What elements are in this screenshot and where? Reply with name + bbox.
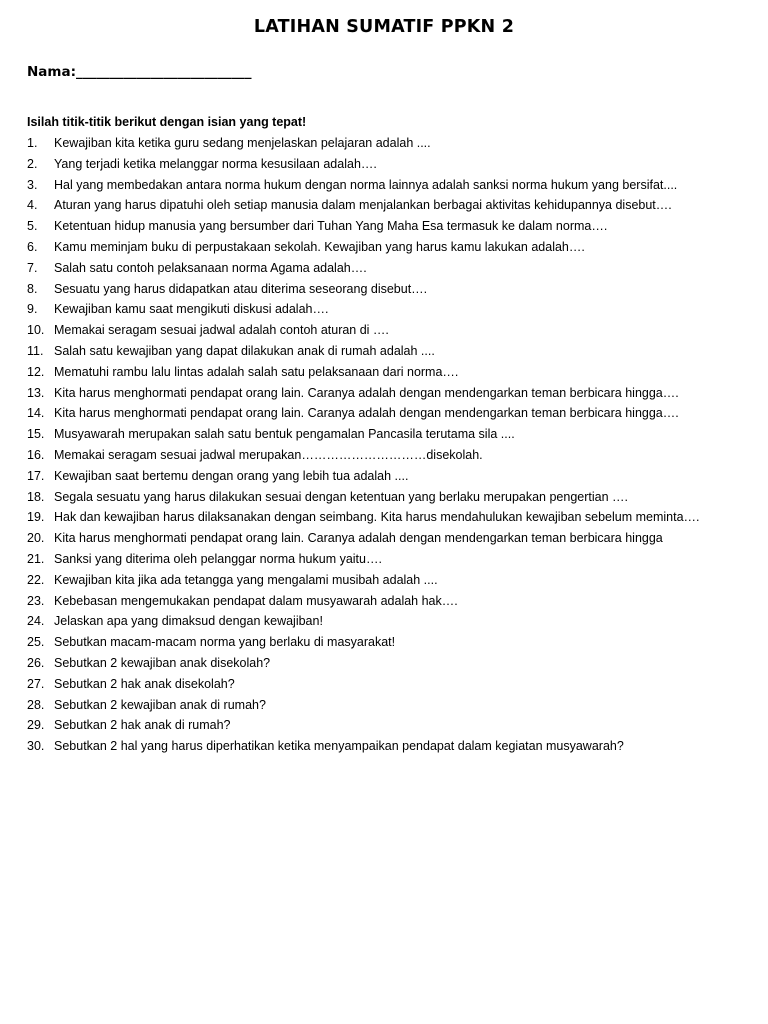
- question-number: 4.: [27, 198, 38, 213]
- question-item: [27, 611, 733, 632]
- page-title: LATIHAN SUMATIF PPKN 2: [253, 17, 515, 37]
- question-text: Hak dan kewajiban harus dilaksanakan dengan seimbang. Kita harus mendahulukan kewajiban sebelum meminta….: [54, 510, 700, 525]
- question-number: 23.: [27, 593, 45, 608]
- question-item: [27, 549, 733, 570]
- question-number: 13.: [27, 385, 45, 400]
- question-item: [27, 195, 733, 216]
- question-item: [27, 487, 733, 508]
- question-text: Kewajiban kamu saat mengikuti diskusi adalah….: [54, 302, 329, 317]
- question-item: [27, 695, 733, 716]
- question-text: Yang terjadi ketika melanggar norma kesusilaan adalah….: [54, 156, 377, 171]
- question-number: 15.: [27, 427, 45, 442]
- question-number: 10.: [27, 323, 45, 338]
- name-label: Nama:: [27, 64, 76, 80]
- question-number: 16.: [27, 447, 45, 462]
- question-number: 22.: [27, 572, 45, 587]
- question-item: [27, 362, 733, 383]
- question-item: [27, 175, 733, 196]
- question-number: 21.: [27, 551, 45, 566]
- question-item: [27, 154, 733, 175]
- question-text: Kita harus menghormati pendapat orang lain. Caranya adalah dengan mendengarkan teman berbicara hingga….: [54, 385, 679, 400]
- question-text: Kamu meminjam buku di perpustakaan sekolah. Kewajiban yang harus kamu lakukan adalah….: [54, 239, 585, 254]
- question-text: Sebutkan 2 kewajiban anak di rumah?: [54, 697, 266, 712]
- question-text: Salah satu kewajiban yang dapat dilakukan anak di rumah adalah ....: [54, 343, 435, 358]
- question-text: Sesuatu yang harus didapatkan atau diterima seseorang disebut….: [54, 281, 428, 296]
- question-number: 6.: [27, 239, 38, 254]
- question-number: 5.: [27, 219, 38, 234]
- question-item: [27, 237, 733, 258]
- question-item: [27, 528, 733, 549]
- question-item: [27, 591, 733, 612]
- question-text: Aturan yang harus dipatuhi oleh setiap manusia dalam menjalankan berbagai aktivitas kehidupannya disebut….: [54, 198, 672, 213]
- question-text: Kebebasan mengemukakan pendapat dalam musyawarah adalah hak….: [54, 593, 458, 608]
- question-number: 30.: [27, 739, 45, 754]
- question-number: 11.: [27, 343, 44, 358]
- question-number: 9.: [27, 302, 38, 317]
- question-text: Jelaskan apa yang dimaksud dengan kewajiban!: [54, 614, 323, 629]
- question-number: 27.: [27, 676, 45, 691]
- question-number: 12.: [27, 364, 45, 379]
- question-item: [27, 445, 733, 466]
- question-number: 28.: [27, 697, 45, 712]
- question-number: 3.: [27, 177, 38, 192]
- name-field-line: [27, 64, 251, 80]
- question-number: 14.: [27, 406, 45, 421]
- question-text: Musyawarah merupakan salah satu bentuk pengamalan Pancasila terutama sila ....: [54, 427, 515, 442]
- question-text: Kewajiban kita jika ada tetangga yang mengalami musibah adalah ....: [54, 572, 438, 587]
- question-text: Kita harus menghormati pendapat orang lain. Caranya adalah dengan mendengarkan teman berbicara hingga….: [54, 406, 679, 421]
- question-text: Sebutkan macam-macam norma yang berlaku di masyarakat!: [54, 635, 396, 650]
- question-text: Kita harus menghormati pendapat orang lain. Caranya adalah dengan mendengarkan teman berbicara hingga: [54, 531, 663, 546]
- question-number: 2.: [27, 156, 38, 171]
- question-text: Kewajiban kita ketika guru sedang menjelaskan pelajaran adalah ....: [54, 136, 431, 150]
- question-text: Sebutkan 2 hak anak di rumah?: [54, 718, 231, 733]
- question-text: Memakai seragam sesuai jadwal adalah contoh aturan di ….: [54, 323, 389, 338]
- question-number: 29.: [27, 718, 45, 733]
- question-item: [27, 258, 733, 279]
- question-item: [27, 736, 733, 757]
- question-number: 20.: [27, 531, 45, 546]
- question-item: [27, 466, 733, 487]
- question-number: 19.: [27, 510, 45, 525]
- question-number: 17.: [27, 468, 45, 483]
- question-list: [27, 133, 733, 757]
- question-item: [27, 403, 733, 424]
- question-number: 24.: [27, 614, 45, 629]
- question-item: [27, 320, 733, 341]
- question-text: Segala sesuatu yang harus dilakukan sesuai dengan ketentuan yang berlaku merupakan pengertian ….: [54, 489, 629, 504]
- question-number: 1.: [27, 136, 38, 150]
- question-text: Sebutkan 2 hak anak disekolah?: [54, 676, 235, 691]
- question-text: Sanksi yang diterima oleh pelanggar norma hukum yaitu….: [54, 551, 382, 566]
- question-text: Mematuhi rambu lalu lintas adalah salah satu pelaksanaan dari norma….: [54, 364, 459, 379]
- question-item: [27, 383, 733, 404]
- question-text: Kewajiban saat bertemu dengan orang yang lebih tua adalah ....: [54, 468, 409, 483]
- instruction-text: Isilah titik-titik berikut dengan isian yang tepat!: [27, 115, 307, 129]
- question-text: Memakai seragam sesuai jadwal merupakan…………………………disekolah.: [54, 447, 483, 462]
- question-item: [27, 507, 733, 528]
- question-text: Sebutkan 2 kewajiban anak disekolah?: [54, 655, 271, 670]
- name-blank: __________________________: [75, 64, 252, 80]
- question-item: [27, 424, 733, 445]
- question-item: [27, 279, 733, 300]
- question-number: 7.: [27, 260, 38, 275]
- question-text: Sebutkan 2 hal yang harus diperhatikan ketika menyampaikan pendapat dalam kegiatan musyawarah?: [54, 739, 624, 754]
- question-item: [27, 133, 733, 154]
- question-text: Salah satu contoh pelaksanaan norma Agama adalah….: [54, 260, 367, 275]
- question-item: [27, 341, 733, 362]
- question-item: [27, 570, 733, 591]
- question-text: Ketentuan hidup manusia yang bersumber dari Tuhan Yang Maha Esa termasuk ke dalam norma….: [54, 219, 608, 234]
- question-item: [27, 653, 733, 674]
- question-number: 25.: [27, 635, 45, 650]
- question-item: [27, 632, 733, 653]
- question-item: [27, 299, 733, 320]
- question-item: [27, 674, 733, 695]
- question-number: 18.: [27, 489, 45, 504]
- question-number: 8.: [27, 281, 38, 296]
- question-item: [27, 715, 733, 736]
- question-number: 26.: [27, 655, 45, 670]
- question-item: [27, 216, 733, 237]
- question-text: Hal yang membedakan antara norma hukum dengan norma lainnya adalah sanksi norma hukum yang bersifat....: [54, 177, 678, 192]
